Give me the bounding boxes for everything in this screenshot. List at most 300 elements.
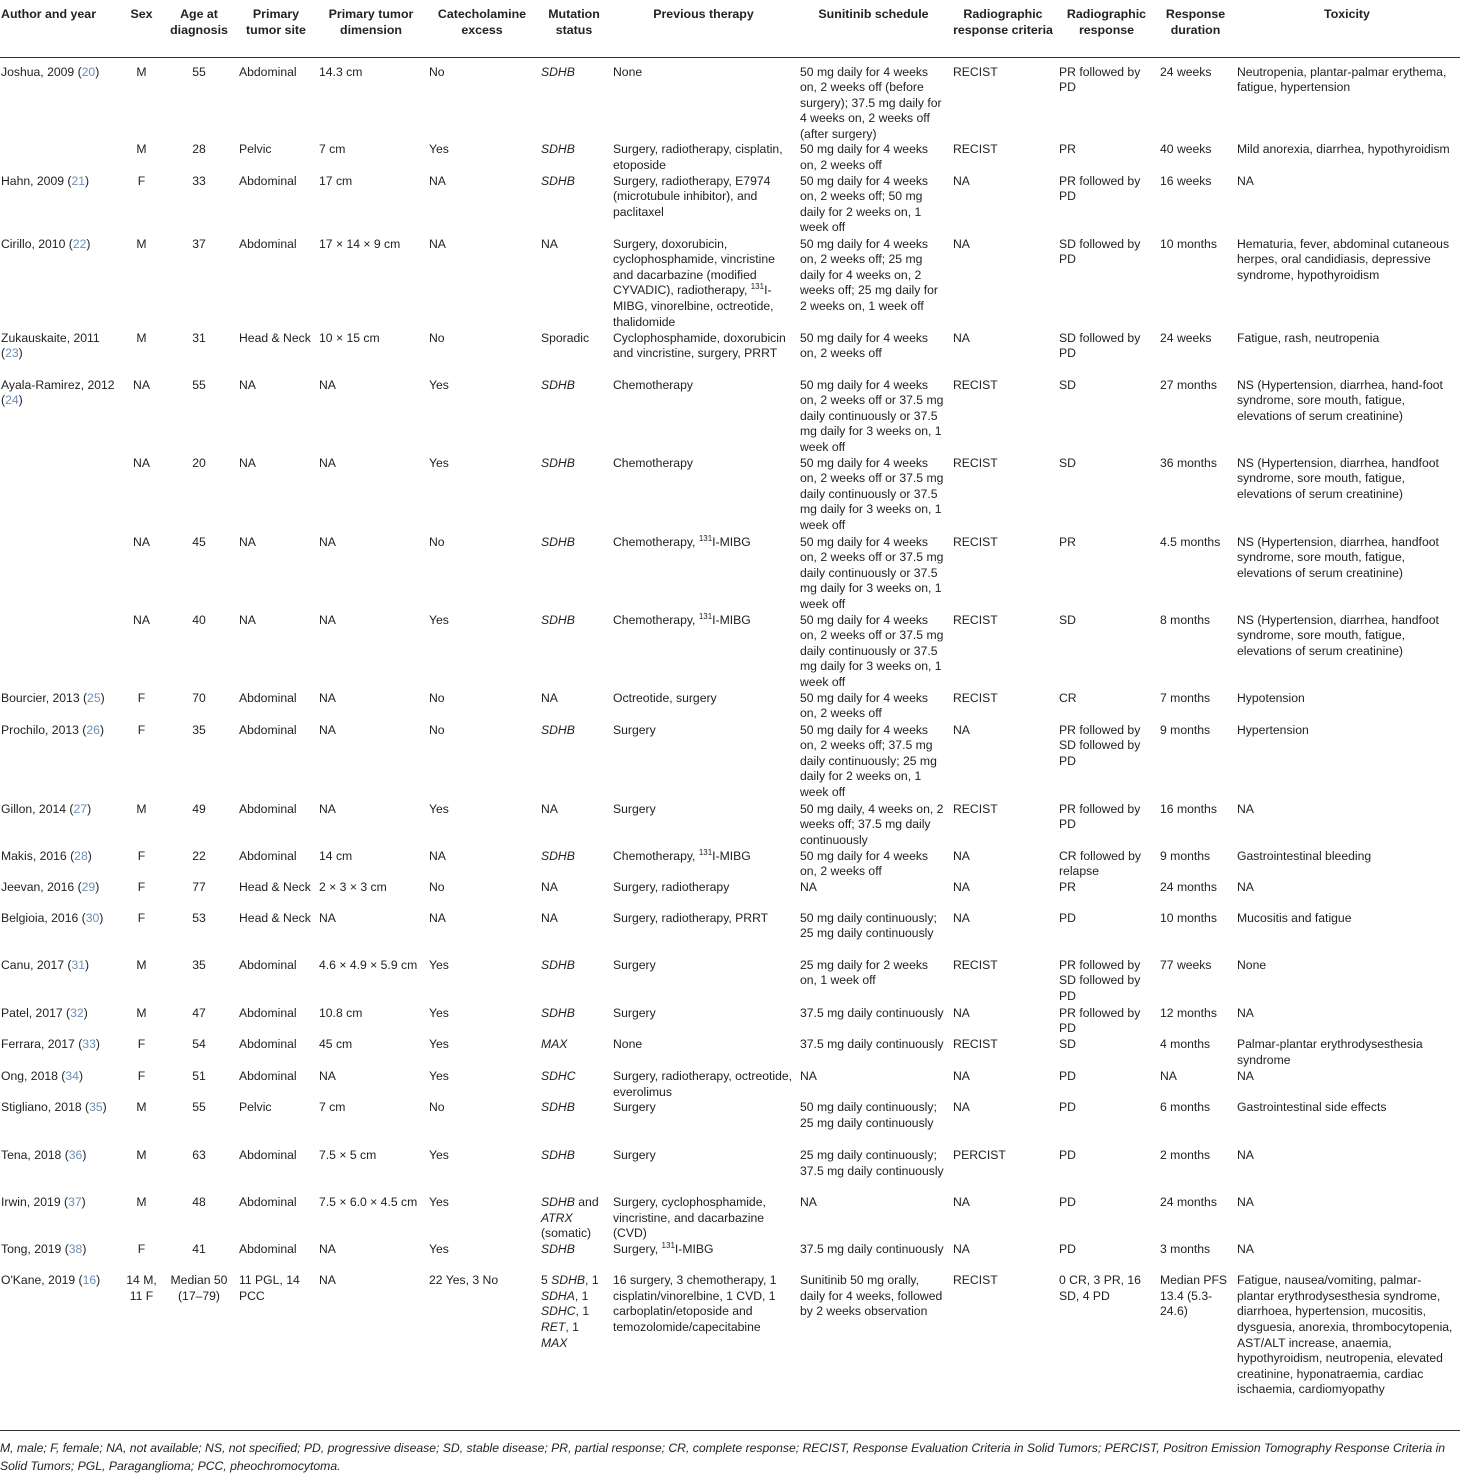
table-row xyxy=(0,1195,1460,1242)
mutation-gene: SDHB xyxy=(541,957,575,972)
table-row xyxy=(0,535,1460,613)
reference-link: 37 xyxy=(68,1195,82,1210)
cell-tumor-dimension: 14 cm xyxy=(319,848,353,863)
cell-catecholamine: No xyxy=(429,879,445,894)
cell-response-criteria: NA xyxy=(953,1100,970,1115)
table-row xyxy=(0,331,1460,378)
cell-tumor-dimension: 10.8 cm xyxy=(319,1005,363,1020)
table-row xyxy=(0,1100,1460,1148)
cell-previous-therapy xyxy=(610,237,797,331)
reference-link: 28 xyxy=(74,848,88,863)
cell-catecholamine: Yes xyxy=(429,1005,449,1020)
cell-mutation xyxy=(538,1037,610,1069)
cell-toxicity: NA xyxy=(1237,1242,1254,1257)
cell-sunitinib-schedule: 50 mg daily for 4 weeks on, 2 weeks off xyxy=(800,690,929,721)
cell-previous-therapy: Surgery xyxy=(613,1148,656,1163)
author-name: Cirillo, 2010 xyxy=(1,236,66,251)
cell-sunitinib-schedule: NA xyxy=(800,879,817,894)
cell-catecholamine: NA xyxy=(429,910,446,925)
table-row xyxy=(0,1069,1460,1100)
cell-sunitinib-schedule: 50 mg daily for 4 weeks on, 2 weeks off (before surgery); 37.5 mg daily for 4 weeks on, 2 weeks off (after surgery) xyxy=(800,64,942,141)
mutation-part: SDHB xyxy=(551,1273,586,1288)
author-name: Bourcier, 2013 xyxy=(1,690,80,705)
cell-toxicity: Fatigue, rash, neutropenia xyxy=(1237,330,1380,345)
mutation-part: MAX xyxy=(541,1335,568,1350)
therapy-text: Chemotherapy, xyxy=(613,848,699,863)
reference-link: 36 xyxy=(68,1148,83,1163)
cell-response-duration: 16 months xyxy=(1160,801,1217,816)
table-row xyxy=(0,1242,1460,1273)
cell-age: 51 xyxy=(192,1069,206,1084)
cell-catecholamine: Yes xyxy=(429,1195,449,1210)
cell-tumor-dimension: NA xyxy=(319,534,336,549)
table-row xyxy=(0,174,1460,237)
cell-age: 55 xyxy=(192,64,206,79)
mutation-gene: SDHB xyxy=(541,1242,575,1257)
cell-mutation xyxy=(538,880,610,911)
author-name: Belgioia, 2016 xyxy=(1,910,79,925)
cell-author xyxy=(0,613,121,691)
cell-toxicity: Hematuria, fever, abdominal cutaneous herpes, oral candidiasis, depressive syndrome, hypothyroidism xyxy=(1237,236,1450,282)
mutation-gene: SDHC xyxy=(541,1069,576,1084)
cell-sex: M xyxy=(136,330,147,345)
cell-mutation xyxy=(538,1195,610,1242)
reference-link: 33 xyxy=(82,1037,96,1052)
cell-tumor-dimension: NA xyxy=(319,801,336,816)
cell-toxicity: Hypertension xyxy=(1237,722,1309,737)
author-name: Prochilo, 2013 xyxy=(1,722,79,737)
cell-sunitinib-schedule: 25 mg daily continuously; 37.5 mg daily continuously xyxy=(800,1148,944,1178)
mutation-part: RET xyxy=(541,1320,566,1334)
column-header: Toxicity xyxy=(1234,0,1460,57)
therapy-text: Chemotherapy, xyxy=(613,612,699,627)
cell-mutation xyxy=(538,142,610,173)
author-name: Zukauskaite, 2011 xyxy=(1,330,100,345)
therapy-text: Surgery, doxorubicin, cyclophosphamide, vincristine and dacarbazine (modified CYVADIC), radiotherapy, xyxy=(613,236,775,298)
isotope-superscript: 131 xyxy=(698,533,713,543)
cell-mutation xyxy=(538,535,610,613)
mutation-gene: ATRX xyxy=(541,1210,573,1225)
cell-author: Tena, 2018 (36) xyxy=(1,1148,87,1163)
cell-mutation xyxy=(538,1242,610,1273)
mutation-gene: SDHB xyxy=(541,173,575,188)
cell-tumor-dimension: NA xyxy=(319,377,336,392)
cell-previous-therapy xyxy=(610,1242,797,1273)
cell-toxicity: NA xyxy=(1237,173,1254,188)
column-header: Catecholamine excess xyxy=(426,0,538,57)
cell-tumor-dimension: 17 × 14 × 9 cm xyxy=(319,236,401,251)
table-row xyxy=(0,613,1460,691)
therapy-text: I-MIBG xyxy=(712,848,751,863)
cell-catecholamine: No xyxy=(429,64,445,79)
cell-sex: M xyxy=(136,957,147,972)
cell-response-duration: 27 months xyxy=(1160,377,1217,392)
cell-catecholamine: NA xyxy=(429,173,446,188)
cell-response-duration: 24 months xyxy=(1160,1195,1217,1210)
author-name: Hahn, 2009 xyxy=(1,173,65,188)
reference-link: 27 xyxy=(73,801,88,816)
cell-toxicity: Mild anorexia, diarrhea, hypothyroidism xyxy=(1237,142,1450,157)
cell-tumor-site: Head & Neck xyxy=(239,910,311,925)
cell-mutation xyxy=(538,456,610,535)
mutation-gene: NA xyxy=(541,801,558,816)
cell-author: Patel, 2017 (32) xyxy=(1,1005,88,1020)
cell-age: Median 50 (17–79) xyxy=(170,1273,228,1303)
mutation-gene: SDHB xyxy=(541,722,575,737)
cell-previous-therapy xyxy=(610,535,797,613)
author-name: Tong, 2019 xyxy=(1,1242,62,1257)
mutation-gene: MAX xyxy=(541,1037,568,1052)
cell-tumor-site: 11 PGL, 14 PCC xyxy=(239,1273,300,1303)
cell-catecholamine: Yes xyxy=(429,801,449,816)
mutation-gene: SDHB xyxy=(541,848,575,863)
cell-radiographic-response: PR followed by PD xyxy=(1059,173,1141,204)
cell-response-criteria: NA xyxy=(953,173,970,188)
cell-previous-therapy: Surgery, radiotherapy, PRRT xyxy=(613,910,769,925)
column-header: Author and year xyxy=(0,0,121,57)
cell-tumor-dimension: 4.6 × 4.9 × 5.9 cm xyxy=(319,957,418,972)
cell-response-duration: 16 weeks xyxy=(1160,173,1212,188)
cell-sex: F xyxy=(137,1069,146,1084)
cell-catecholamine: No xyxy=(429,722,445,737)
cell-toxicity: NA xyxy=(1237,1195,1254,1210)
cell-tumor-dimension: 10 × 15 cm xyxy=(319,330,380,345)
cell-sex: M xyxy=(136,1148,147,1163)
cell-catecholamine: No xyxy=(429,690,445,705)
reference-link: 35 xyxy=(89,1100,103,1115)
mutation-part: SDHA xyxy=(541,1288,575,1303)
cell-tumor-dimension: NA xyxy=(319,690,336,705)
cell-radiographic-response: PD xyxy=(1059,1242,1076,1257)
cell-previous-therapy: Surgery xyxy=(613,957,656,972)
cell-response-duration: 9 months xyxy=(1160,722,1211,737)
cell-toxicity: Neutropenia, plantar-palmar erythema, fatigue, hypertension xyxy=(1237,64,1447,95)
cell-toxicity: Hypotension xyxy=(1237,690,1305,705)
cell-mutation xyxy=(538,723,610,802)
cell-radiographic-response: PD xyxy=(1059,910,1076,925)
cell-catecholamine: Yes xyxy=(429,455,449,470)
mutation-gene: SDHB xyxy=(541,1100,575,1115)
author-name: Jeevan, 2016 xyxy=(1,879,75,894)
author-name: Ferrara, 2017 xyxy=(1,1037,75,1052)
mutation-gene: SDHB xyxy=(541,1195,575,1210)
cell-radiographic-response: PR followed by PD xyxy=(1059,1005,1141,1036)
cell-response-duration: 24 months xyxy=(1160,879,1217,894)
author-name: Ayala-Ramirez, 2012 xyxy=(1,377,115,392)
author-name: Tena, 2018 xyxy=(1,1148,62,1163)
cell-response-criteria: NA xyxy=(953,1195,970,1210)
cell-author: Canu, 2017 (31) xyxy=(1,957,90,972)
cell-age: 35 xyxy=(192,722,206,737)
reference-link: 31 xyxy=(71,957,86,972)
table-row xyxy=(0,911,1460,958)
author-name: Makis, 2016 xyxy=(1,848,67,863)
cell-tumor-site: Head & Neck xyxy=(239,879,311,894)
cell-sunitinib-schedule: 50 mg daily for 4 weeks on, 2 weeks off; 50 mg daily for 2 weeks on, 1 week off xyxy=(800,173,929,235)
cell-sex: F xyxy=(137,1242,146,1257)
mutation-part: and xyxy=(574,1195,599,1210)
cell-response-duration: 3 months xyxy=(1160,1242,1211,1257)
cell-response-duration: Median PFS 13.4 (5.3-24.6) xyxy=(1160,1273,1228,1319)
cell-toxicity: NS (Hypertension, diarrhea, handfoot syndrome, sore mouth, fatigue, elevations of serum creatinine) xyxy=(1237,534,1439,580)
cell-tumor-site: Abdominal xyxy=(239,236,297,251)
cell-response-duration: 4 months xyxy=(1160,1037,1211,1052)
cell-author: Cirillo, 2010 (22) xyxy=(1,236,91,251)
cell-response-criteria: NA xyxy=(953,236,970,251)
cell-mutation xyxy=(538,57,610,142)
mutation-gene: SDHB xyxy=(541,612,575,627)
cell-response-duration: 8 months xyxy=(1160,612,1211,627)
cell-response-criteria: PERCIST xyxy=(953,1148,1006,1163)
cell-tumor-dimension: 7 cm xyxy=(319,142,346,157)
author-name: Gillon, 2014 xyxy=(1,801,67,816)
cell-previous-therapy: None xyxy=(613,1037,643,1052)
cell-author: Jeevan, 2016 (29) xyxy=(1,879,100,894)
table-row xyxy=(0,378,1460,456)
cell-age: 54 xyxy=(192,1037,206,1052)
cell-radiographic-response: PD xyxy=(1059,1195,1076,1210)
cell-author: Ferrara, 2017 (33) xyxy=(1,1037,100,1052)
cell-mutation xyxy=(538,1069,610,1100)
cell-response-criteria: NA xyxy=(953,910,970,925)
cell-radiographic-response: SD xyxy=(1059,377,1076,392)
cell-response-criteria: NA xyxy=(953,1005,970,1020)
cell-sex: F xyxy=(137,1037,146,1052)
table-header-row xyxy=(0,0,1460,57)
cell-response-duration: 12 months xyxy=(1160,1005,1217,1020)
cell-previous-therapy: None xyxy=(613,64,643,79)
cell-tumor-dimension: NA xyxy=(319,1069,336,1084)
mutation-gene: SDHB xyxy=(541,1005,575,1020)
table-body xyxy=(0,57,1460,1423)
table-row xyxy=(0,1273,1460,1423)
cell-toxicity: NA xyxy=(1237,1005,1254,1020)
cell-catecholamine: No xyxy=(429,330,445,345)
cell-response-criteria: RECIST xyxy=(953,612,998,627)
cell-tumor-dimension: NA xyxy=(319,910,336,925)
cell-age: 20 xyxy=(192,455,206,470)
therapy-text: Surgery, xyxy=(613,1242,662,1257)
mutation-part: 5 xyxy=(541,1273,552,1288)
cell-sex: F xyxy=(137,722,146,737)
cell-radiographic-response: PR followed by PD xyxy=(1059,64,1141,95)
cell-catecholamine: Yes xyxy=(429,1037,449,1052)
reference-link: 21 xyxy=(71,173,86,188)
table-row xyxy=(0,958,1460,1006)
cell-radiographic-response: CR xyxy=(1059,690,1077,705)
cell-previous-therapy: Surgery xyxy=(613,801,656,816)
cell-author: Tong, 2019 (38) xyxy=(1,1242,87,1257)
cell-age: 40 xyxy=(192,612,206,627)
cell-previous-therapy: Octreotide, surgery xyxy=(613,690,717,705)
column-header: Primary tumor site xyxy=(236,0,316,57)
cell-response-duration: 24 weeks xyxy=(1160,64,1212,79)
cell-tumor-dimension: 14.3 cm xyxy=(319,64,363,79)
cell-radiographic-response: SD xyxy=(1059,1037,1076,1052)
cell-radiographic-response: PD xyxy=(1059,1148,1076,1163)
cell-previous-therapy: Surgery, radiotherapy, E7974 (microtubule inhibitor), and paclitaxel xyxy=(613,173,771,219)
cell-response-criteria: NA xyxy=(953,879,970,894)
cell-tumor-site: NA xyxy=(239,377,256,392)
cell-toxicity: NS (Hypertension, diarrhea, handfoot syndrome, sore mouth, fatigue, elevations of serum creatinine) xyxy=(1237,612,1439,658)
cell-response-criteria: RECIST xyxy=(953,1273,998,1288)
cell-sunitinib-schedule: 37.5 mg daily continuously xyxy=(800,1242,944,1257)
cell-toxicity: NA xyxy=(1237,1069,1254,1084)
column-header: Response duration xyxy=(1157,0,1234,57)
cell-sunitinib-schedule: 37.5 mg daily continuously xyxy=(800,1005,944,1020)
cell-sunitinib-schedule: 50 mg daily continuously; 25 mg daily continuously xyxy=(800,910,937,941)
cell-age: 55 xyxy=(192,377,206,392)
cell-age: 63 xyxy=(192,1148,206,1163)
table-row xyxy=(0,1148,1460,1195)
cell-radiographic-response: SD followed by PD xyxy=(1059,330,1141,361)
cell-toxicity: NS (Hypertension, diarrhea, hand-foot syndrome, sore mouth, fatigue, elevations of serum creatinine) xyxy=(1237,377,1443,423)
cell-mutation xyxy=(538,911,610,958)
cell-author: Hahn, 2009 (21) xyxy=(1,173,90,188)
therapy-text: Chemotherapy, xyxy=(613,534,699,549)
cell-tumor-site: Abdominal xyxy=(239,1195,297,1210)
author-name: Ong, 2018 xyxy=(1,1069,58,1084)
mutation-gene: NA xyxy=(541,910,558,925)
cell-previous-therapy: Surgery xyxy=(613,1100,656,1115)
cell-tumor-dimension: NA xyxy=(319,455,336,470)
mutation-part: , 1 xyxy=(574,1288,589,1303)
cell-catecholamine: NA xyxy=(429,236,446,251)
cell-author: Prochilo, 2013 (26) xyxy=(1,722,104,737)
cell-previous-therapy xyxy=(610,613,797,691)
reference-link: 23 xyxy=(5,346,19,361)
cell-sunitinib-schedule: 50 mg daily for 4 weeks on, 2 weeks off; 25 mg daily for 4 weeks on, 2 weeks off; 25 mg daily for 2 weeks on, 1 week off xyxy=(800,236,938,314)
cell-age: 33 xyxy=(192,173,206,188)
column-header: Previous therapy xyxy=(610,0,797,57)
cell-radiographic-response: SD followed by PD xyxy=(1059,236,1141,267)
cell-previous-therapy: Cyclophosphamide, doxorubicin and vincristine, surgery, PRRT xyxy=(613,330,786,361)
cell-sunitinib-schedule: 50 mg daily for 4 weeks on, 2 weeks off xyxy=(800,142,929,173)
column-header: Primary tumor dimension xyxy=(316,0,426,57)
cell-age: 47 xyxy=(192,1005,206,1020)
cell-mutation xyxy=(538,691,610,723)
cell-tumor-site: Pelvic xyxy=(239,1100,272,1115)
cell-toxicity: NA xyxy=(1237,801,1254,816)
cell-response-criteria: RECIST xyxy=(953,1037,998,1052)
column-header: Age at diagnosis xyxy=(162,0,236,57)
cell-sunitinib-schedule: 50 mg daily for 4 weeks on, 2 weeks off; 37.5 mg daily continuously; 25 mg daily for 2 weeks on, 1 week off xyxy=(800,722,937,800)
table-row xyxy=(0,1037,1460,1069)
cell-toxicity: Fatigue, nausea/vomiting, palmar-plantar erythrodysesthesia syndrome, diarrhoea, hypertension, mucositis, dysguesia, anorexia, thrombocytopenia, AST/ALT increase, anaemia, hypothyroidism, neutropenia, elevated creatinine, hyponatraemia, cardiac ischaemia, cardiomyopathy xyxy=(1237,1273,1453,1397)
cell-author: Makis, 2016 (28) xyxy=(1,848,92,863)
cell-sex: M xyxy=(136,801,147,816)
author-name: O'Kane, 2019 xyxy=(1,1273,76,1288)
cell-author xyxy=(0,456,121,535)
cell-sex: F xyxy=(137,173,146,188)
reference-link: 32 xyxy=(70,1005,84,1020)
cell-tumor-site: NA xyxy=(239,534,256,549)
cell-radiographic-response: PR xyxy=(1059,534,1076,549)
cell-sex: 14 M, 11 F xyxy=(126,1273,157,1303)
cell-radiographic-response: PR xyxy=(1059,879,1076,894)
cell-mutation xyxy=(538,1148,610,1195)
cell-author: Irwin, 2019 (37) xyxy=(1,1195,86,1210)
cell-catecholamine: Yes xyxy=(429,1148,449,1163)
cell-mutation xyxy=(538,849,610,880)
cell-age: 49 xyxy=(192,801,206,816)
therapy-text: I-MIBG xyxy=(712,534,751,549)
cell-author: Ong, 2018 (34) xyxy=(1,1069,83,1084)
author-name: Joshua, 2009 xyxy=(1,64,75,79)
cell-mutation xyxy=(538,378,610,456)
cell-tumor-site: Abdominal xyxy=(239,722,297,737)
cell-mutation xyxy=(538,174,610,237)
mutation-gene: Sporadic xyxy=(541,330,590,345)
mutation-gene: NA xyxy=(541,236,558,251)
cell-response-criteria: RECIST xyxy=(953,455,998,470)
cell-toxicity: None xyxy=(1237,957,1267,972)
cell-response-criteria: RECIST xyxy=(953,142,998,157)
therapy-text: I-MIBG xyxy=(674,1242,714,1257)
mutation-gene: NA xyxy=(541,690,558,705)
cell-sex: M xyxy=(136,1100,147,1115)
cell-age: 55 xyxy=(192,1100,206,1115)
cell-sex: F xyxy=(137,848,146,863)
cell-radiographic-response: PR followed by PD xyxy=(1059,801,1141,832)
cell-radiographic-response: PR followed by SD followed by PD xyxy=(1059,957,1141,1004)
author-name: Stigliano, 2018 xyxy=(1,1100,82,1115)
cell-response-criteria: RECIST xyxy=(953,690,998,705)
cell-mutation xyxy=(538,613,610,691)
cell-radiographic-response: SD xyxy=(1059,455,1076,470)
cell-toxicity: Gastrointestinal side effects xyxy=(1237,1100,1387,1115)
mutation-part: SDHC xyxy=(541,1304,576,1319)
cell-tumor-site: Head & Neck xyxy=(239,330,311,345)
cell-sunitinib-schedule: 25 mg daily for 2 weeks on, 1 week off xyxy=(800,957,929,988)
cell-mutation xyxy=(538,1273,610,1423)
cell-response-duration: 36 months xyxy=(1160,455,1217,470)
cell-toxicity: Palmar-plantar erythrodysesthesia syndrome xyxy=(1237,1037,1423,1067)
reference-link: 16 xyxy=(82,1273,97,1288)
cell-previous-therapy: Surgery, radiotherapy, octreotide, everolimus xyxy=(613,1069,793,1099)
cell-tumor-dimension: 7.5 × 5 cm xyxy=(319,1148,377,1163)
table-row xyxy=(0,1006,1460,1037)
cell-catecholamine: Yes xyxy=(429,1069,449,1084)
column-header: Radiographic response xyxy=(1056,0,1157,57)
cell-tumor-site: NA xyxy=(239,612,256,627)
mutation-part: , 1 xyxy=(575,1304,590,1319)
cell-catecholamine: No xyxy=(429,534,445,549)
cell-tumor-site: Abdominal xyxy=(239,64,297,79)
cell-age: 22 xyxy=(192,848,206,863)
cell-tumor-site: Abdominal xyxy=(239,690,297,705)
cell-radiographic-response: PR xyxy=(1059,142,1076,157)
cell-sex: NA xyxy=(133,612,150,627)
mutation-part: (somatic) xyxy=(541,1226,592,1241)
cell-sunitinib-schedule: 50 mg daily for 4 weeks on, 2 weeks off xyxy=(800,330,929,361)
column-header: Sunitinib schedule xyxy=(797,0,950,57)
table-row xyxy=(0,802,1460,849)
cell-age: 48 xyxy=(192,1195,206,1210)
mutation-gene: SDHB xyxy=(541,64,575,79)
cell-radiographic-response: SD xyxy=(1059,612,1076,627)
cell-response-criteria: NA xyxy=(953,1069,970,1084)
cell-tumor-site: Abdominal xyxy=(239,801,297,816)
cell-response-criteria: RECIST xyxy=(953,64,998,79)
cell-response-duration: 7 months xyxy=(1160,690,1211,705)
cell-tumor-site: Abdominal xyxy=(239,1148,297,1163)
cell-tumor-site: Abdominal xyxy=(239,1037,297,1052)
cell-radiographic-response: PD xyxy=(1059,1069,1076,1084)
table-row xyxy=(0,880,1460,911)
cell-toxicity: Gastrointestinal bleeding xyxy=(1237,848,1372,863)
cell-response-criteria: RECIST xyxy=(953,377,998,392)
